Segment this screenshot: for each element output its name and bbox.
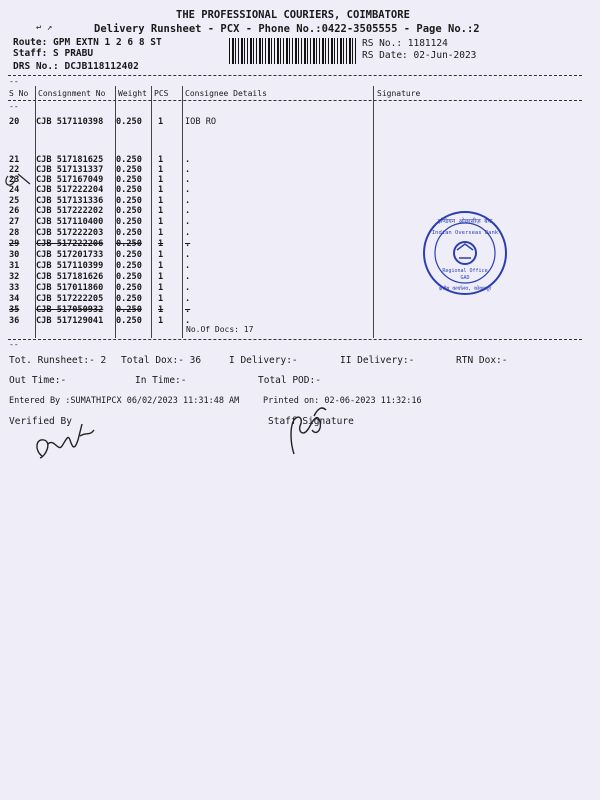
cell-cons: CJB 517131336: [36, 196, 104, 206]
col-signature: Signature: [377, 89, 421, 98]
cell-details: IOB RO: [185, 117, 217, 127]
col-sno: S No: [9, 89, 29, 98]
printed-on: Printed on: 02-06-2023 11:32:16: [263, 396, 422, 406]
cell-weight: 0.250: [116, 206, 142, 216]
cell-details: .: [185, 155, 191, 165]
no-of-docs: No.Of Docs: 17: [186, 325, 254, 334]
cell-weight: 0.250: [116, 155, 142, 165]
cell-weight: 0.250: [116, 305, 142, 315]
cell-weight: 0.250: [116, 250, 142, 260]
stamp-text-mid1: Regional Office: [442, 268, 488, 274]
route-label: Route: GPM EXTN 1 2 6 8 ST: [13, 37, 162, 48]
cell-sno: 26: [9, 206, 20, 216]
cell-sno: 36: [9, 316, 20, 326]
col-pcs: PCS: [154, 89, 169, 98]
cell-pcs: 1: [158, 117, 164, 127]
cell-pcs: 1: [158, 217, 164, 227]
cell-pcs: 1: [158, 165, 164, 175]
cell-sno: 21: [9, 155, 20, 165]
cell-weight: 0.250: [116, 294, 142, 304]
stamp-text-bottom: क्षेत्रीय कार्यालय, कोयम्बटूर: [438, 286, 492, 292]
drs-number: DRS No.: DCJB118112402: [13, 61, 139, 72]
cell-details: .: [185, 206, 191, 216]
cell-cons: CJB 517201733: [36, 250, 104, 260]
tot-runsheet: Tot. Runsheet:- 2: [9, 355, 107, 366]
cell-cons: CJB 517222203: [36, 228, 104, 238]
table-row: [9, 196, 569, 206]
cell-pcs: 1: [158, 272, 164, 282]
cell-pcs: 1: [158, 185, 164, 195]
company-title: THE PROFESSIONAL COURIERS, COIMBATORE: [176, 9, 410, 21]
cell-cons: CJB 517222206: [36, 239, 104, 249]
cell-pcs: 1: [158, 155, 164, 165]
cell-details: .: [185, 294, 191, 304]
cell-cons: CJB 517110400: [36, 217, 104, 227]
cell-cons: CJB 517181625: [36, 155, 104, 165]
cell-details: .: [185, 239, 191, 249]
table-row: [9, 305, 569, 315]
dash-mark: --: [9, 77, 19, 86]
table-row: [9, 185, 569, 195]
cell-cons: CJB 517222204: [36, 185, 104, 195]
cell-sno: 25: [9, 196, 20, 206]
total-pod: Total POD:-: [258, 375, 321, 386]
cell-weight: 0.250: [116, 272, 142, 282]
cell-cons: CJB 517222202: [36, 206, 104, 216]
table-row: [9, 316, 569, 326]
cell-sno: 28: [9, 228, 20, 238]
col-consignment: Consignment No: [38, 89, 106, 98]
col-weight: Weight: [118, 89, 147, 98]
entered-by: Entered By :SUMATHIPCX 06/02/2023 11:31:48 AM: [9, 396, 240, 406]
cell-cons: CJB 517050932: [36, 305, 104, 315]
cell-pcs: 1: [158, 196, 164, 206]
cell-cons: CJB 517222205: [36, 294, 104, 304]
cell-details: .: [185, 250, 191, 260]
cell-weight: 0.250: [116, 316, 142, 326]
cell-details: .: [185, 217, 191, 227]
cell-details: .: [185, 283, 191, 293]
cell-pcs: 1: [158, 206, 164, 216]
cell-sno: 33: [9, 283, 20, 293]
cell-pcs: 1: [158, 316, 164, 326]
cell-sno: 32: [9, 272, 20, 282]
staff-signature-label: Staff Signature: [268, 416, 354, 427]
cell-cons: CJB 517181626: [36, 272, 104, 282]
cell-details: .: [185, 185, 191, 195]
cell-sno: 34: [9, 294, 20, 304]
rtn-dox: RTN Dox:-: [456, 355, 508, 366]
out-time: Out Time:-: [9, 375, 67, 386]
verified-by: Verified By: [9, 416, 72, 427]
table-row: [9, 165, 569, 175]
rs-date: RS Date: 02-Jun-2023: [362, 50, 477, 61]
cell-details: .: [185, 261, 191, 271]
i-delivery: I Delivery:-: [229, 355, 298, 366]
cell-details: .: [185, 272, 191, 282]
dash-mark-2: --: [9, 102, 19, 111]
cell-cons: CJB 517131337: [36, 165, 104, 175]
stamp-text-mid2: GAD: [460, 275, 470, 281]
cell-sno: 29: [9, 239, 20, 249]
ii-delivery: II Delivery:-: [340, 355, 415, 366]
cell-weight: 0.250: [116, 261, 142, 271]
cell-sno: 20: [9, 117, 20, 127]
cell-sno: 23: [9, 175, 20, 185]
cell-weight: 0.250: [116, 185, 142, 195]
verified-signature: [28, 410, 108, 465]
cell-weight: 0.250: [116, 117, 142, 127]
runsheet-subtitle: Delivery Runsheet - PCX - Phone No.:0422-3505555 - Page No.:2: [94, 23, 480, 35]
cell-weight: 0.250: [116, 175, 142, 185]
cell-pcs: 1: [158, 250, 164, 260]
in-time: In Time:-: [135, 375, 187, 386]
cell-pcs: 1: [158, 261, 164, 271]
total-dox: Total Dox:- 36: [121, 355, 202, 366]
col-consignee: Consignee Details: [185, 89, 267, 98]
cell-details: .: [185, 196, 191, 206]
bank-stamp: [421, 210, 509, 296]
cell-pcs: 1: [158, 294, 164, 304]
rs-number: RS No.: 1181124: [362, 38, 448, 49]
cell-weight: 0.250: [116, 239, 142, 249]
cell-cons: CJB 517011860: [36, 283, 104, 293]
cell-weight: 0.250: [116, 283, 142, 293]
cell-sno: 24: [9, 185, 20, 195]
scribble-mark: ↩ ↗: [36, 23, 53, 33]
cell-pcs: 1: [158, 305, 164, 315]
cell-cons: CJB 517129041: [36, 316, 104, 326]
cell-cons: CJB 517167049: [36, 175, 104, 185]
table-row: [9, 117, 569, 127]
cell-sno: 35: [9, 305, 20, 315]
tick-mark: [2, 170, 34, 192]
barcode: [229, 38, 357, 64]
cell-pcs: 1: [158, 283, 164, 293]
cell-sno: 31: [9, 261, 20, 271]
staff-signature: [284, 396, 334, 460]
cell-pcs: 1: [158, 228, 164, 238]
cell-sno: 27: [9, 217, 20, 227]
cell-pcs: 1: [158, 175, 164, 185]
cell-details: .: [185, 316, 191, 326]
cell-weight: 0.250: [116, 228, 142, 238]
cell-weight: 0.250: [116, 165, 142, 175]
cell-weight: 0.250: [116, 196, 142, 206]
staff-label: Staff: S PRABU: [13, 48, 94, 59]
cell-details: .: [185, 175, 191, 185]
cell-details: .: [185, 165, 191, 175]
cell-pcs: 1: [158, 239, 164, 249]
cell-cons: CJB 517110398: [36, 117, 104, 127]
cell-weight: 0.250: [116, 217, 142, 227]
cell-sno: 30: [9, 250, 20, 260]
stamp-text-top: इण्डियन ओवरसीज़ बैंक: [437, 218, 493, 225]
table-row: [9, 155, 569, 165]
stamp-text-en: Indian Overseas Bank: [431, 230, 499, 236]
cell-details: .: [185, 305, 191, 315]
table-row: [9, 175, 569, 185]
cell-sno: 22: [9, 165, 20, 175]
cell-details: .: [185, 228, 191, 238]
dash-mark-3: --: [9, 340, 19, 349]
cell-cons: CJB 517110399: [36, 261, 104, 271]
